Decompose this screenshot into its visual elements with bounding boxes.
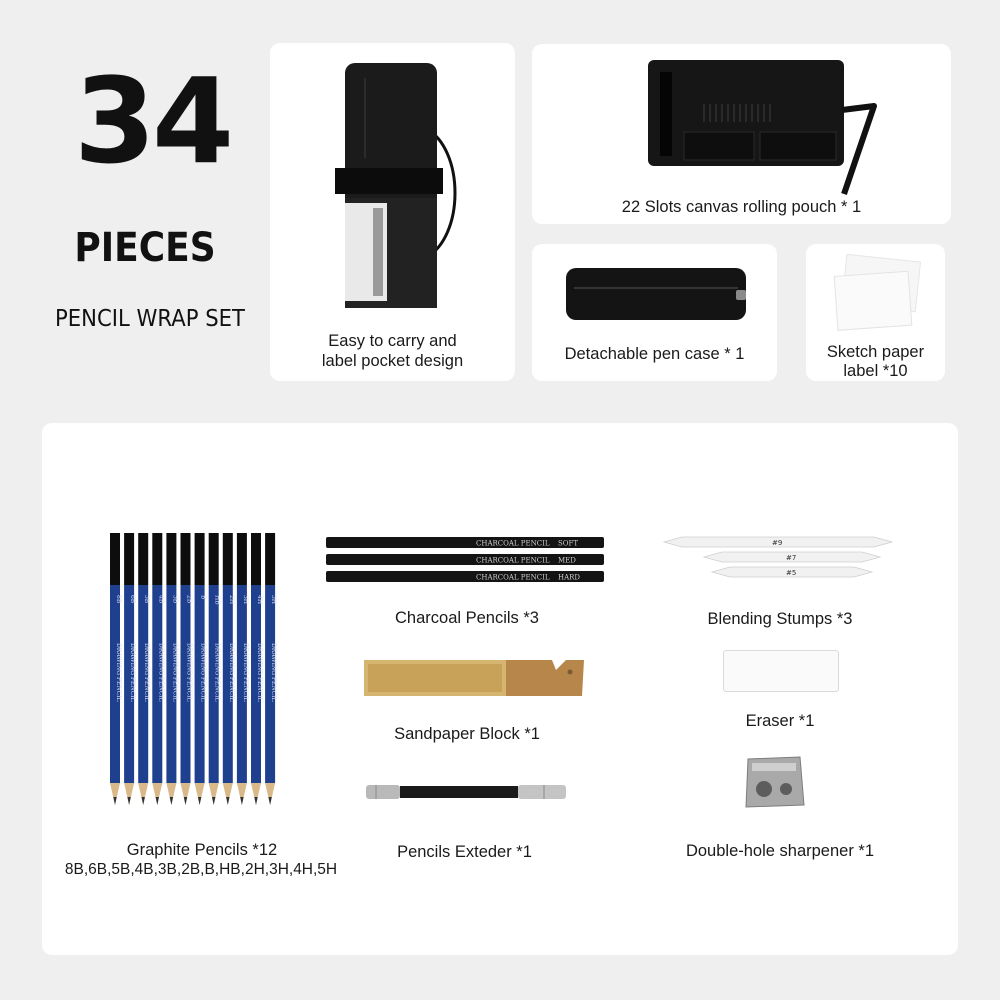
graphite-grade-label: HB	[213, 595, 221, 605]
sharpener-image	[742, 753, 808, 811]
charcoal-pencils-image	[326, 533, 608, 589]
graphite-grade-label: 5H	[270, 595, 278, 605]
graphite-grade-label: B	[199, 595, 207, 600]
graphite-pencil-B	[195, 533, 207, 805]
charcoal-pencil-soft	[326, 537, 604, 548]
graphite-brand-label: DRAWING PENCIL	[171, 643, 179, 702]
graphite-pencil-5H	[265, 533, 277, 805]
stump-size-label: #9	[772, 539, 783, 547]
graphite-grades: 8B,6B,5B,4B,3B,2B,B,HB,2H,3H,4H,5H	[64, 861, 338, 878]
sketch-paper-caption-line1: Sketch paper	[826, 343, 925, 361]
graphite-caption: Graphite Pencils *12	[126, 841, 278, 859]
graphite-pencil-set	[110, 533, 277, 805]
charcoal-grade-label: MED	[558, 556, 576, 565]
charcoal-caption: Charcoal Pencils *3	[395, 609, 539, 627]
graphite-brand-label: DRAWING PENCIL	[213, 643, 221, 702]
rolled-pouch-image	[325, 58, 465, 358]
pen-case-caption: Detachable pen case * 1	[564, 345, 745, 363]
graphite-brand-label: DRAWING PENCIL	[143, 643, 151, 702]
feature-card-pen-case	[532, 244, 777, 381]
feature-card-sketch-paper	[806, 244, 945, 381]
graphite-brand-label: DRAWING PENCIL	[185, 643, 193, 702]
graphite-grade-label: 6B	[129, 595, 137, 604]
graphite-pencil-5B	[138, 533, 150, 805]
blending-stumps-image	[662, 533, 898, 589]
pencil-extender-image	[364, 778, 569, 806]
charcoal-brand-label: CHARCOAL PENCIL	[476, 556, 550, 565]
sketch-paper-caption-line2: label *10	[843, 362, 908, 380]
blending-stump-no9	[664, 537, 892, 547]
charcoal-grade-label: SOFT	[558, 539, 579, 548]
blending-stump-no5	[712, 567, 872, 577]
graphite-pencil-8B	[110, 533, 122, 805]
graphite-pencil-3B	[166, 533, 178, 805]
graphite-grade-label: 3H	[241, 595, 249, 605]
extender-caption: Pencils Exteder *1	[397, 843, 532, 861]
charcoal-grade-label: HARD	[558, 573, 581, 582]
stumps-caption: Blending Stumps *3	[707, 610, 853, 628]
feature-card-carry	[270, 43, 515, 381]
charcoal-pencil-hard	[326, 571, 604, 582]
graphite-brand-label: DRAWING PENCIL	[115, 643, 122, 702]
graphite-pencil-HB	[209, 533, 221, 805]
pen-case-image	[562, 264, 752, 326]
graphite-brand-label: DRAWING PENCIL	[129, 643, 137, 702]
blending-stump-no7	[704, 552, 880, 562]
piece-count: 34	[73, 52, 231, 190]
graphite-brand-label: DRAWING PENCIL	[157, 643, 165, 702]
stump-size-label: #7	[786, 554, 797, 562]
graphite-grade-label: 3B	[171, 595, 179, 604]
graphite-grade-label: 8B	[115, 595, 122, 604]
sketch-paper-caption	[806, 343, 945, 381]
graphite-brand-label: DRAWING PENCIL	[227, 643, 235, 702]
open-pouch-image	[644, 58, 884, 198]
graphite-pencil-2B	[181, 533, 193, 805]
graphite-grade-label: 2B	[185, 595, 193, 604]
sketch-paper-image	[830, 254, 926, 334]
pieces-label: PIECES	[74, 225, 216, 271]
graphite-grade-label: 5B	[143, 595, 151, 604]
feature-card-pouch	[532, 44, 951, 224]
carry-caption-line2: label pocket design	[321, 352, 464, 370]
graphite-pencils-image	[106, 533, 286, 813]
contents-card	[42, 423, 958, 955]
eraser-caption: Eraser *1	[745, 712, 815, 730]
graphite-pencil-4B	[152, 533, 164, 805]
graphite-pencil-6B	[124, 533, 136, 805]
graphite-brand-label: DRAWING PENCIL	[270, 643, 278, 702]
eraser-image	[723, 650, 839, 692]
carry-caption-line1: Easy to carry and	[328, 332, 457, 350]
charcoal-brand-label: CHARCOAL PENCIL	[476, 573, 550, 582]
pouch-caption: 22 Slots canvas rolling pouch * 1	[621, 198, 862, 216]
set-subtitle: PENCIL WRAP SET	[55, 306, 245, 332]
stump-size-label: #5	[786, 569, 797, 577]
sandpaper-caption: Sandpaper Block *1	[394, 725, 540, 743]
charcoal-pencil-med	[326, 554, 604, 565]
graphite-brand-label: DRAWING PENCIL	[199, 643, 207, 702]
graphite-brand-label: DRAWING PENCIL	[256, 643, 263, 702]
graphite-pencil-4H	[251, 533, 263, 805]
graphite-pencil-3H	[237, 533, 249, 805]
graphite-brand-label: DRAWING PENCIL	[241, 643, 249, 702]
graphite-grade-label: 4H	[256, 595, 263, 605]
charcoal-brand-label: CHARCOAL PENCIL	[476, 539, 550, 548]
carry-caption	[270, 331, 515, 371]
graphite-grade-label: 2H	[227, 595, 235, 605]
sharpener-caption: Double-hole sharpener *1	[685, 842, 875, 860]
sandpaper-block-image	[362, 656, 587, 700]
graphite-grade-label: 4B	[157, 595, 165, 604]
graphite-pencil-2H	[223, 533, 235, 805]
